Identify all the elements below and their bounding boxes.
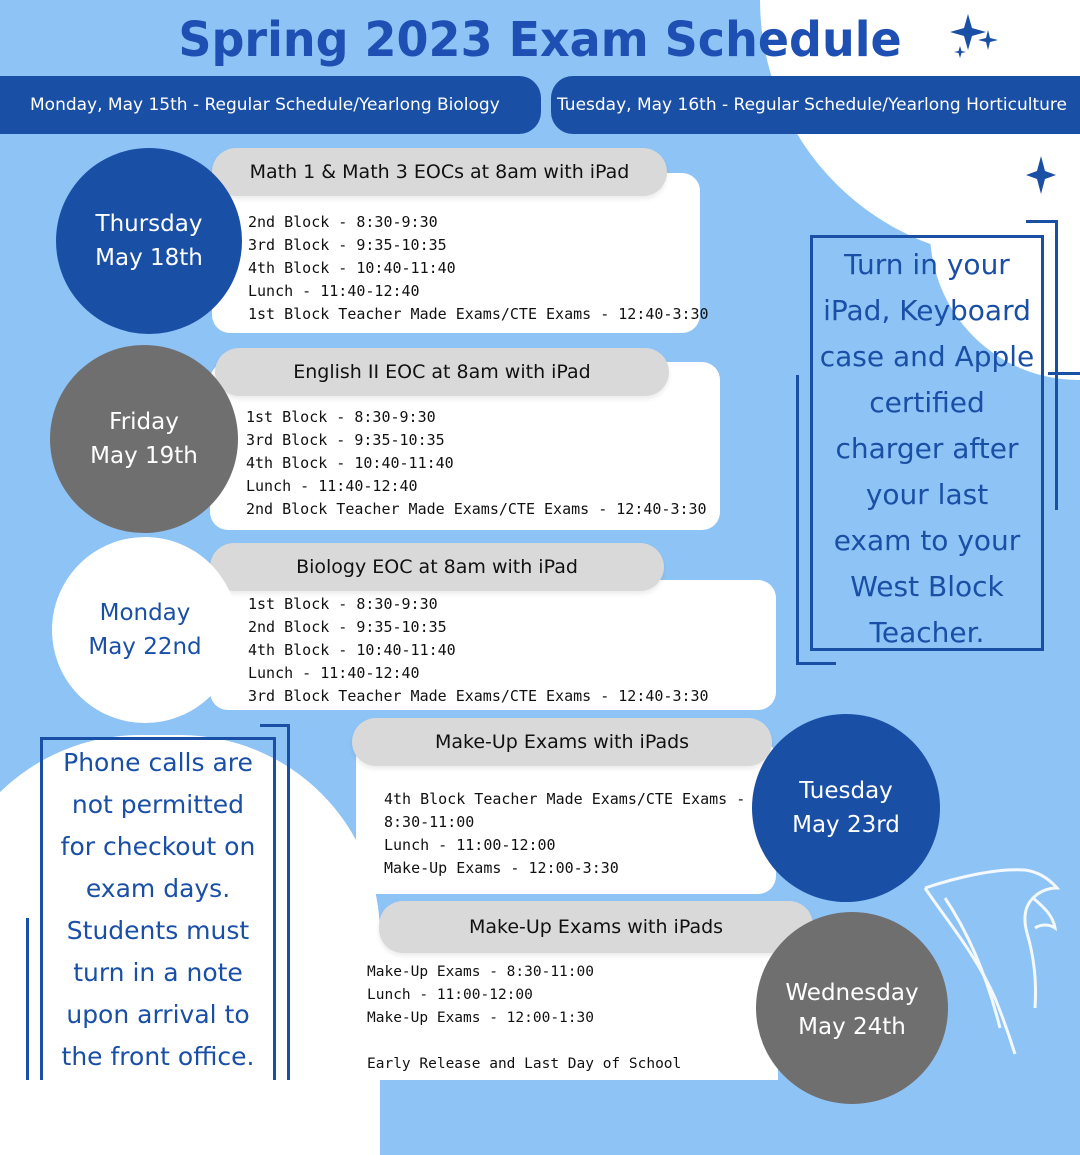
schedule-line: 4th Block Teacher Made Exams/CTE Exams - — [384, 790, 746, 808]
day-name: Friday — [109, 409, 179, 435]
schedule-line: 1st Block - 8:30-9:30 — [248, 595, 438, 613]
deco-line — [1055, 220, 1058, 510]
ipad-note-line: your last — [865, 478, 989, 511]
schedule-line: 4th Block - 10:40-11:40 — [248, 641, 456, 659]
day-date: May 22nd — [88, 634, 202, 660]
phone-note-line: exam days. — [85, 874, 231, 903]
ipad-note-line: certified — [869, 386, 985, 419]
day-circle-tuesday — [752, 714, 940, 902]
schedule-line: 4th Block - 10:40-11:40 — [246, 454, 454, 472]
day-circle-thursday — [56, 148, 242, 334]
exam-heading-thursday: Math 1 & Math 3 EOCs at 8am with iPad — [212, 148, 667, 196]
deco-line — [1026, 220, 1058, 223]
phone-note-line: upon arrival to — [66, 1000, 250, 1029]
phone-note-line: the front office. — [61, 1042, 255, 1071]
deco-line — [26, 918, 29, 1080]
day-circle-friday — [50, 345, 238, 533]
exam-heading-wednesday: Make-Up Exams with iPads — [379, 901, 813, 953]
phone-note-box — [40, 737, 276, 1080]
day-name: Monday — [99, 600, 191, 626]
day-date: May 23rd — [792, 812, 900, 838]
schedule-card-thursday — [212, 173, 709, 333]
banner-monday: Monday, May 15th - Regular Schedule/Yearlong Biology — [0, 76, 541, 134]
schedule-line: Lunch - 11:00-12:00 — [384, 836, 556, 854]
page-title: Spring 2023 Exam Schedule — [178, 10, 902, 68]
schedule-line: 1st Block Teacher Made Exams/CTE Exams - 12:40-3:30 — [248, 305, 709, 323]
ipad-note-line: iPad, Keyboard — [823, 294, 1031, 327]
schedule-line: Lunch - 11:40-12:40 — [246, 477, 418, 495]
schedule-line: 1st Block - 8:30-9:30 — [246, 408, 436, 426]
ipad-note-line: Turn in your — [844, 248, 1010, 281]
schedule-line: 2nd Block Teacher Made Exams/CTE Exams - 12:40-3:30 — [246, 500, 707, 518]
exam-heading-friday: English II EOC at 8am with iPad — [215, 348, 669, 396]
day-date: May 24th — [798, 1014, 906, 1040]
ipad-note-box — [810, 235, 1044, 651]
phone-note-line: not permitted — [71, 790, 245, 819]
schedule-line: 3rd Block Teacher Made Exams/CTE Exams - 12:40-3:30 — [248, 687, 709, 705]
exam-heading-monday: Biology EOC at 8am with iPad — [210, 543, 664, 591]
schedule-line: 3rd Block - 9:35-10:35 — [248, 236, 447, 254]
schedule-line: 2nd Block - 8:30-9:30 — [248, 213, 438, 231]
day-date: May 18th — [95, 245, 203, 271]
deco-line — [287, 724, 290, 1080]
schedule-line: 2nd Block - 9:35-10:35 — [248, 618, 447, 636]
schedule-card-monday — [210, 580, 776, 710]
banner-tuesday: Tuesday, May 16th - Regular Schedule/Yearlong Horticulture — [551, 76, 1080, 134]
deco-line — [260, 724, 290, 727]
day-circle-monday — [52, 537, 238, 723]
phone-note-line: turn in a note — [73, 958, 243, 987]
schedule-line: 4th Block - 10:40-11:40 — [248, 259, 456, 277]
phone-note-line: Phone calls are — [63, 748, 253, 777]
ipad-note-line: case and Apple — [819, 340, 1035, 373]
schedule-line: Lunch - 11:00-12:00 — [367, 987, 533, 1003]
schedule-line: Make-Up Exams - 8:30-11:00 — [367, 964, 594, 980]
day-circle-wednesday — [756, 912, 948, 1104]
deco-line — [796, 375, 799, 665]
exam-heading-tuesday: Make-Up Exams with iPads — [352, 718, 772, 766]
schedule-line: Make-Up Exams - 12:00-3:30 — [384, 859, 619, 877]
phone-note-line: Students must — [66, 916, 250, 945]
ipad-note-line: charger after — [835, 432, 1019, 465]
schedule-line: Lunch - 11:40-12:40 — [248, 664, 420, 682]
schedule-line: 3rd Block - 9:35-10:35 — [246, 431, 445, 449]
ipad-note-line: West Block — [850, 570, 1004, 603]
ipad-note-line: Teacher. — [869, 616, 985, 649]
day-date: May 19th — [90, 443, 198, 469]
schedule-line: 8:30-11:00 — [384, 813, 475, 831]
schedule-line: Early Release and Last Day of School — [367, 1056, 682, 1072]
four-point-star-icon — [1026, 156, 1056, 194]
day-name: Tuesday — [799, 778, 893, 804]
deco-line — [1048, 372, 1080, 375]
schedule-line: Make-Up Exams - 12:00-1:30 — [367, 1010, 594, 1026]
day-name: Wednesday — [785, 980, 919, 1006]
deco-line — [796, 662, 836, 665]
phone-note-line: for checkout on — [60, 832, 256, 861]
ipad-note-line: exam to your — [833, 524, 1021, 557]
schedule-line — [367, 1030, 778, 1053]
day-name: Thursday — [95, 211, 203, 237]
schedule-line: Lunch - 11:40-12:40 — [248, 282, 420, 300]
